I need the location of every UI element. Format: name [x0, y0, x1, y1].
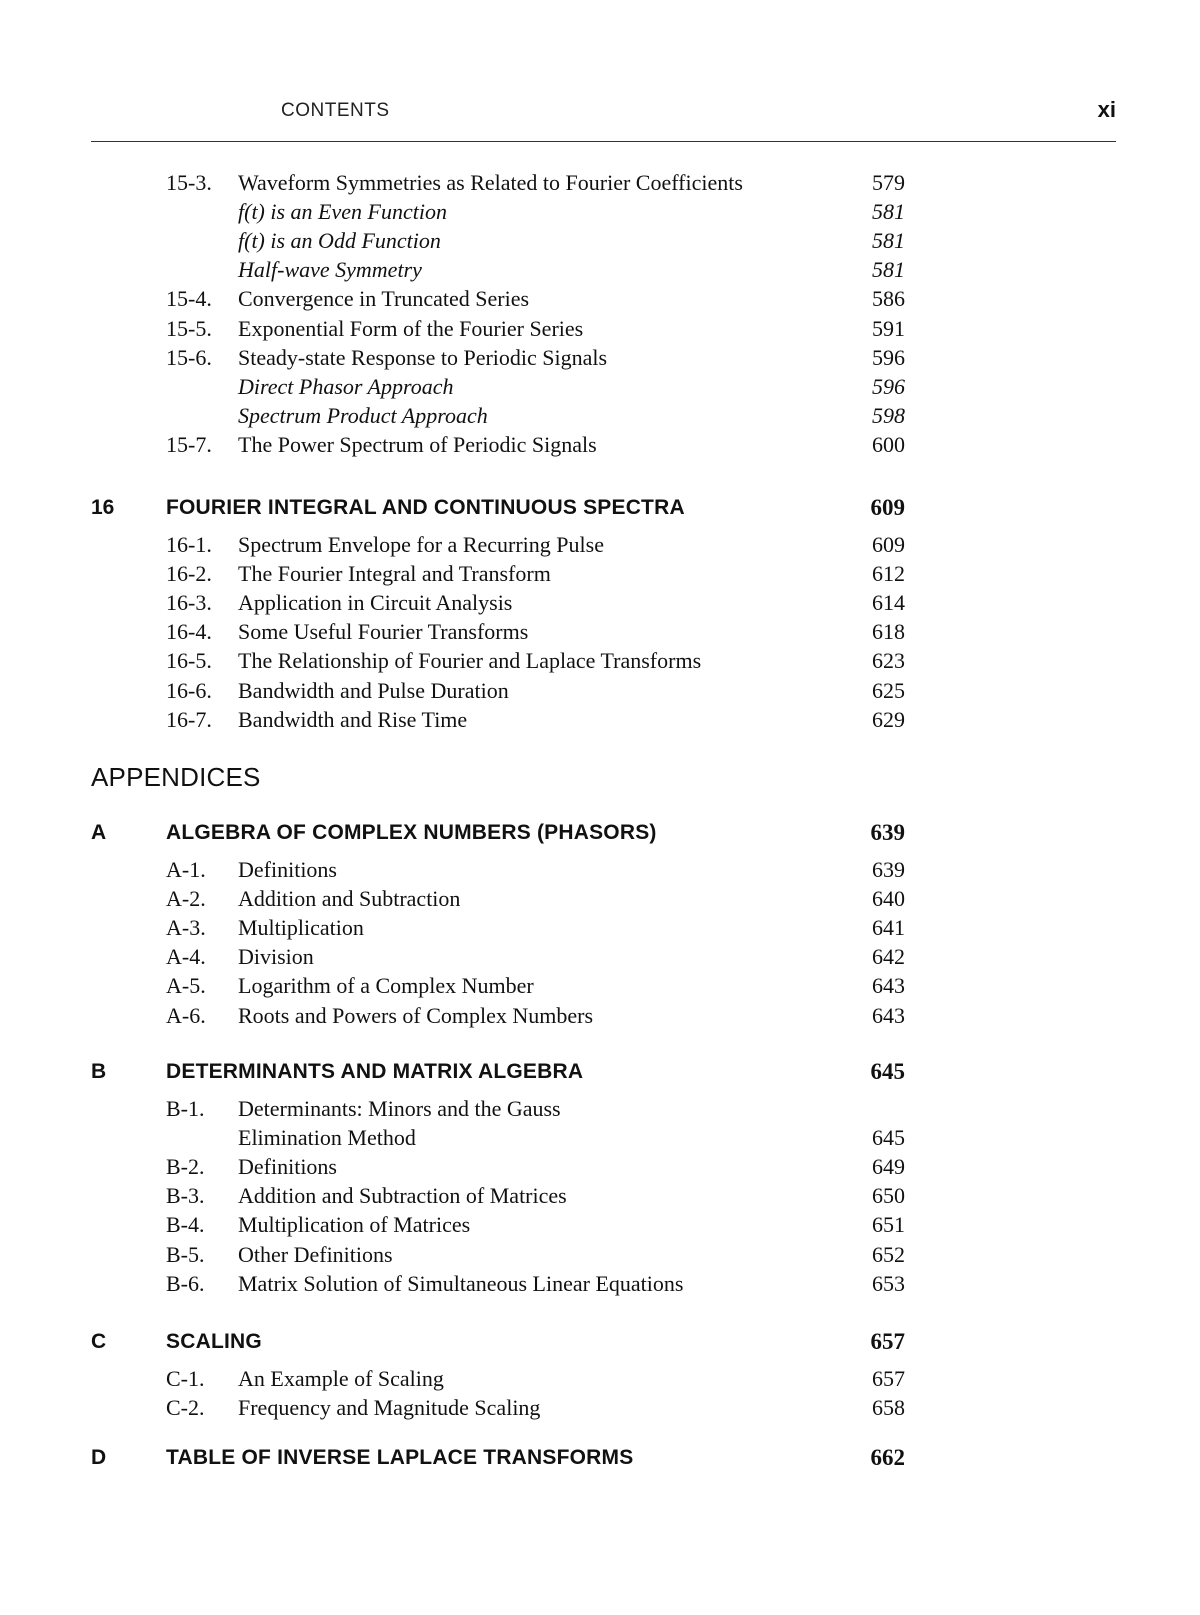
- chapter-page-number: 609: [870, 495, 905, 520]
- section-number: B-4.: [166, 1212, 205, 1237]
- toc-section-row: [0, 343, 1200, 372]
- chapter-16-row: [0, 493, 1200, 522]
- toc-section-row: [0, 1393, 1200, 1422]
- section-page-number: 629: [872, 707, 905, 732]
- toc-section-row: [0, 942, 1200, 971]
- section-number: 15-6.: [166, 345, 212, 370]
- toc-section-row: [0, 1210, 1200, 1239]
- section-number: B-2.: [166, 1154, 205, 1179]
- section-page-number: 612: [872, 561, 905, 586]
- toc-subsection-row: [0, 401, 1200, 430]
- section-title: Definitions: [238, 857, 337, 882]
- section-number: 15-7.: [166, 432, 212, 457]
- running-header: [91, 96, 1116, 142]
- toc-subsection-row: [0, 372, 1200, 401]
- section-title: The Relationship of Fourier and Laplace Transforms: [238, 648, 702, 673]
- appendix-b-row: [0, 1057, 1200, 1086]
- section-page-number: 641: [872, 915, 905, 940]
- toc-section-row: [0, 1094, 1200, 1123]
- section-number: 16-3.: [166, 590, 212, 615]
- section-number: B-1.: [166, 1096, 205, 1121]
- section-number: 16-5.: [166, 648, 212, 673]
- section-title: Matrix Solution of Simultaneous Linear Equations: [238, 1271, 684, 1296]
- section-page-number: 596: [872, 374, 905, 399]
- section-page-number: 600: [872, 432, 905, 457]
- section-title: Application in Circuit Analysis: [238, 590, 513, 615]
- page-number: xi: [1097, 97, 1116, 122]
- toc-section-row: [0, 168, 1200, 197]
- chapter-number: A: [91, 821, 107, 844]
- chapter-page-number: 639: [870, 820, 905, 845]
- section-page-number: 645: [872, 1125, 905, 1150]
- toc-section-row: [0, 1001, 1200, 1030]
- section-page-number: 650: [872, 1183, 905, 1208]
- section-title: Bandwidth and Pulse Duration: [238, 678, 509, 703]
- section-title: Logarithm of a Complex Number: [238, 973, 534, 998]
- section-number: 16-4.: [166, 619, 212, 644]
- chapter-number: 16: [91, 496, 115, 519]
- toc-section-row: [0, 314, 1200, 343]
- section-title: Frequency and Magnitude Scaling: [238, 1395, 541, 1420]
- section-title: Division: [238, 944, 314, 969]
- toc-section-row: [0, 617, 1200, 646]
- section-title: Addition and Subtraction of Matrices: [238, 1183, 567, 1208]
- section-number: 16-1.: [166, 532, 212, 557]
- section-number: 15-3.: [166, 170, 212, 195]
- section-page-number: 596: [872, 345, 905, 370]
- section-page-number: 642: [872, 944, 905, 969]
- section-title: Bandwidth and Rise Time: [238, 707, 468, 732]
- toc-section-row: [0, 1364, 1200, 1393]
- section-page-number: 639: [872, 857, 905, 882]
- section-title: Waveform Symmetries as Related to Fourier Coefficients: [238, 170, 743, 195]
- section-title: Multiplication of Matrices: [238, 1212, 471, 1237]
- section-number: B-6.: [166, 1271, 205, 1296]
- section-title: An Example of Scaling: [238, 1366, 444, 1391]
- toc-section-row: [0, 430, 1200, 459]
- section-page-number: 652: [872, 1242, 905, 1267]
- chapter-title: ALGEBRA OF COMPLEX NUMBERS (PHASORS): [166, 821, 657, 844]
- toc-section-row: [0, 913, 1200, 942]
- section-page-number: 586: [872, 286, 905, 311]
- section-page-number: 653: [872, 1271, 905, 1296]
- appendix-c-row: [0, 1327, 1200, 1356]
- section-title: The Fourier Integral and Transform: [238, 561, 551, 586]
- section-number: A-4.: [166, 944, 206, 969]
- section-number: A-6.: [166, 1003, 206, 1028]
- chapter-title: TABLE OF INVERSE LAPLACE TRANSFORMS: [166, 1446, 634, 1469]
- chapter-page-number: 657: [870, 1329, 905, 1354]
- section-page-number: 658: [872, 1395, 905, 1420]
- section-page-number: 591: [872, 316, 905, 341]
- chapter-title: DETERMINANTS AND MATRIX ALGEBRA: [166, 1060, 584, 1083]
- chapter-number: D: [91, 1446, 107, 1469]
- chapter-number: B: [91, 1060, 107, 1083]
- section-title: f(t) is an Odd Function: [238, 228, 441, 253]
- section-number: 16-6.: [166, 678, 212, 703]
- section-title: Roots and Powers of Complex Numbers: [238, 1003, 594, 1028]
- section-page-number: 649: [872, 1154, 905, 1179]
- section-title: Direct Phasor Approach: [238, 374, 454, 399]
- section-title: Determinants: Minors and the Gauss: [238, 1096, 561, 1121]
- section-number: C-1.: [166, 1366, 205, 1391]
- toc-section-row: [0, 1269, 1200, 1298]
- section-number: 15-5.: [166, 316, 212, 341]
- toc-subsection-row: [0, 197, 1200, 226]
- toc-subsection-row: [0, 255, 1200, 284]
- section-number: A-1.: [166, 857, 206, 882]
- section-number: 16-7.: [166, 707, 212, 732]
- appendix-d-row: [0, 1443, 1200, 1472]
- chapter-title: SCALING: [166, 1330, 262, 1353]
- section-title: Convergence in Truncated Series: [238, 286, 530, 311]
- toc-section-row: [0, 1152, 1200, 1181]
- section-title: Half-wave Symmetry: [238, 257, 422, 282]
- section-title: Multiplication: [238, 915, 364, 940]
- section-page-number: 640: [872, 886, 905, 911]
- section-number: A-5.: [166, 973, 206, 998]
- section-title: Elimination Method: [238, 1125, 416, 1150]
- chapter-number: C: [91, 1330, 107, 1353]
- section-title: Other Definitions: [238, 1242, 393, 1267]
- section-page-number: 657: [872, 1366, 905, 1391]
- appendix-a-row: [0, 818, 1200, 847]
- section-page-number: 609: [872, 532, 905, 557]
- toc-section-row: [0, 676, 1200, 705]
- section-number: B-3.: [166, 1183, 205, 1208]
- section-number: C-2.: [166, 1395, 205, 1420]
- toc-subsection-row: [0, 226, 1200, 255]
- chapter-page-number: 645: [870, 1059, 905, 1084]
- section-title: Spectrum Envelope for a Recurring Pulse: [238, 532, 604, 557]
- section-title: Exponential Form of the Fourier Series: [238, 316, 584, 341]
- section-number: 15-4.: [166, 286, 212, 311]
- toc-section-row: [0, 855, 1200, 884]
- section-number: A-2.: [166, 886, 206, 911]
- section-page-number: 643: [872, 973, 905, 998]
- toc-section-row: [0, 559, 1200, 588]
- chapter-title: FOURIER INTEGRAL AND CONTINUOUS SPECTRA: [166, 496, 685, 519]
- toc-section-row: [0, 884, 1200, 913]
- toc-section-row: [0, 1123, 1200, 1152]
- section-page-number: 614: [872, 590, 905, 615]
- section-title: Definitions: [238, 1154, 337, 1179]
- section-title: Steady-state Response to Periodic Signals: [238, 345, 608, 370]
- running-head-title: CONTENTS: [281, 100, 390, 121]
- chapter-page-number: 662: [870, 1445, 905, 1470]
- section-page-number: 623: [872, 648, 905, 673]
- appendices-heading: APPENDICES: [91, 762, 261, 792]
- section-title: Addition and Subtraction: [238, 886, 461, 911]
- section-title: The Power Spectrum of Periodic Signals: [238, 432, 597, 457]
- section-title: Spectrum Product Approach: [238, 403, 488, 428]
- section-page-number: 643: [872, 1003, 905, 1028]
- toc-section-row: [0, 1240, 1200, 1269]
- toc-section-row: [0, 971, 1200, 1000]
- section-page-number: 651: [872, 1212, 905, 1237]
- section-page-number: 579: [872, 170, 905, 195]
- toc-section-row: [0, 1181, 1200, 1210]
- toc-section-row: [0, 284, 1200, 313]
- section-page-number: 581: [872, 228, 905, 253]
- toc-section-row: [0, 530, 1200, 559]
- section-page-number: 598: [872, 403, 905, 428]
- section-number: 16-2.: [166, 561, 212, 586]
- section-page-number: 625: [872, 678, 905, 703]
- toc-section-row: [0, 705, 1200, 734]
- section-page-number: 581: [872, 257, 905, 282]
- section-title: Some Useful Fourier Transforms: [238, 619, 529, 644]
- section-number: A-3.: [166, 915, 206, 940]
- toc-section-row: [0, 588, 1200, 617]
- section-page-number: 581: [872, 199, 905, 224]
- section-title: f(t) is an Even Function: [238, 199, 447, 224]
- section-page-number: 618: [872, 619, 905, 644]
- toc-section-row: [0, 646, 1200, 675]
- section-number: B-5.: [166, 1242, 205, 1267]
